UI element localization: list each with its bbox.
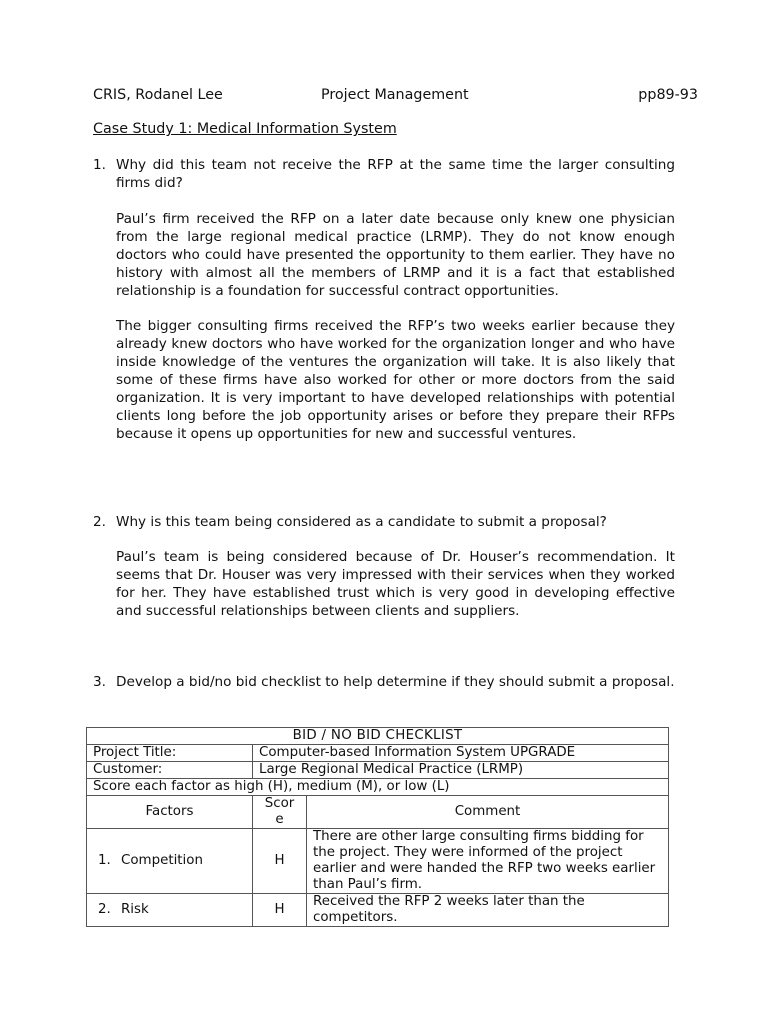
- project-title-label: Project Title:: [87, 745, 253, 762]
- factors-header: Factors: [87, 796, 253, 829]
- table-title-row: [87, 728, 669, 745]
- case-study-title: Case Study 1: Medical Information System: [93, 121, 397, 137]
- factor-number: 1.: [98, 853, 111, 868]
- answer-paragraph: The bigger consulting firms received the RFP’s two weeks earlier because they already knew doctors who have worked for the organization longer and who have inside knowledge of the ventures the organization will take. It is also likely that some of these firms have also worked for other or more doctors from the said organization. It is very important to have developed relationships with potential clients long before the job opportunity arises or before they prepare their RFPs because it opens up opportunities for new and successful ventures.: [116, 318, 675, 442]
- question-text: Why is this team being considered as a candidate to submit a proposal?: [116, 514, 607, 530]
- column-header-row: [87, 796, 669, 829]
- question-text: Develop a bid/no bid checklist to help determine if they should submit a proposal.: [116, 674, 675, 690]
- project-title-value: Computer-based Information System UPGRADE: [253, 745, 669, 762]
- comment-cell: There are other large consulting firms bidding for the project. They were informed of the project earlier and were handed the RFP two weeks earlier than Paul’s firm.: [307, 829, 669, 894]
- question-3: [93, 673, 675, 691]
- checklist-title: BID / NO BID CHECKLIST: [87, 728, 669, 745]
- customer-row: [87, 762, 669, 779]
- comment-cell: Received the RFP 2 weeks later than the competitors.: [307, 894, 669, 927]
- factor-number: 2.: [98, 902, 111, 917]
- answer-1a: [116, 210, 675, 300]
- project-title-row: [87, 745, 669, 762]
- question-number: 1.: [93, 157, 106, 173]
- answer-paragraph: Paul’s team is being considered because of Dr. Houser’s recommendation. It seems that Dr. Houser was very impressed with their services when they worked for her. They have established trust which is very good in developing effective and successful relationships between clients and suppliers.: [116, 549, 675, 619]
- score-header-line1: Scor: [264, 796, 295, 811]
- customer-value: Large Regional Medical Practice (LRMP): [253, 762, 669, 779]
- page-range: pp89-93: [638, 87, 698, 103]
- author-name: CRIS, Rodanel Lee: [93, 87, 223, 103]
- answer-2: [116, 548, 675, 620]
- question-text: Why did this team not receive the RFP at the same time the larger consulting firms did?: [116, 157, 675, 191]
- score-header: [253, 796, 307, 829]
- answer-paragraph: Paul’s firm received the RFP on a later date because only knew one physician from the large regional medical practice (LRMP). They do not know enough doctors who could have presented the opportunity to them earlier. They have no history with almost all the members of LRMP and it is a fact that established relationship is a foundation for successful contract opportunities.: [116, 211, 675, 299]
- table-row: [87, 894, 669, 927]
- score-header-line2: e: [275, 812, 284, 827]
- bid-no-bid-checklist-table: [86, 727, 669, 927]
- table-row: [87, 829, 669, 894]
- score-cell: H: [253, 829, 307, 894]
- question-2: [93, 513, 675, 531]
- answer-1b: [116, 317, 675, 443]
- score-cell: H: [253, 894, 307, 927]
- question-1: [93, 156, 675, 192]
- document-header: [93, 87, 698, 105]
- score-instruction: Score each factor as high (H), medium (M), or low (L): [87, 779, 669, 796]
- comment-header: Comment: [307, 796, 669, 829]
- course-subject: Project Management: [321, 87, 469, 103]
- question-number: 3.: [93, 674, 106, 690]
- question-number: 2.: [93, 514, 106, 530]
- factor-name: Risk: [121, 902, 149, 917]
- score-instruction-row: [87, 779, 669, 796]
- factor-cell: [87, 829, 253, 894]
- factor-name: Competition: [121, 853, 203, 868]
- customer-label: Customer:: [87, 762, 253, 779]
- factor-cell: [87, 894, 253, 927]
